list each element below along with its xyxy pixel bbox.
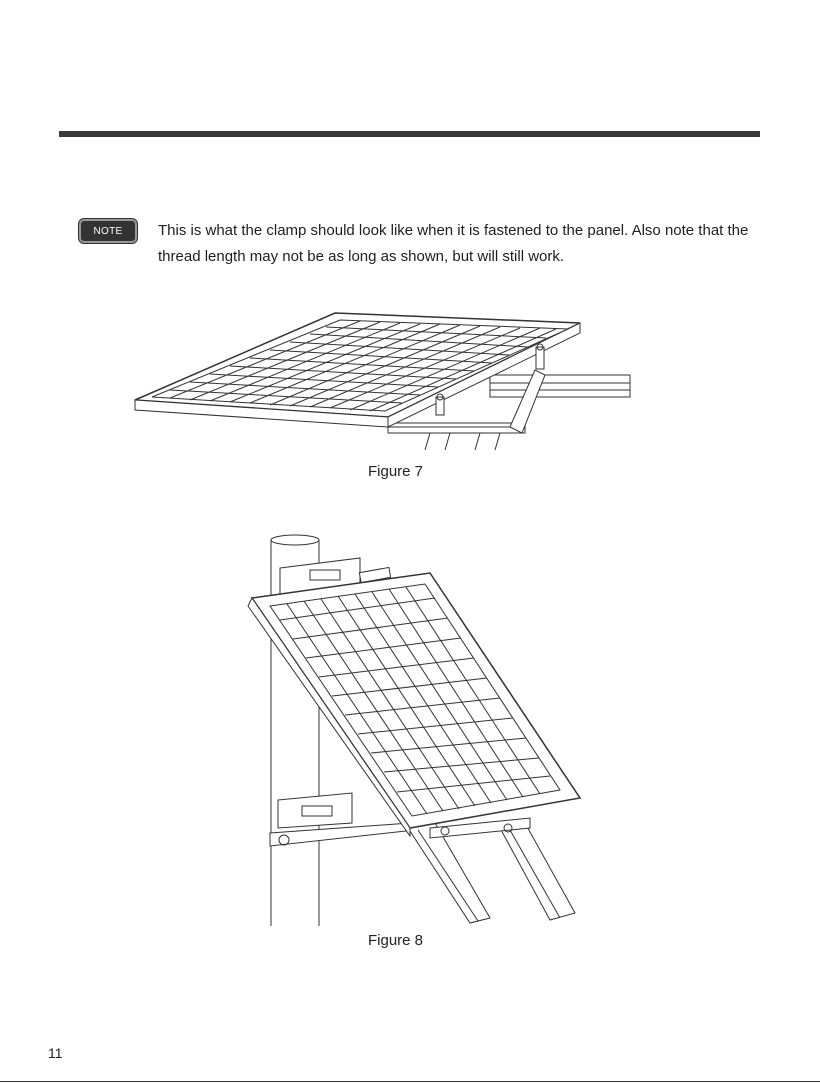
footer-rule bbox=[0, 1081, 820, 1082]
page-number: 11 bbox=[48, 1045, 63, 1061]
figure-7-illustration bbox=[130, 305, 650, 460]
figure-7-caption: Figure 7 bbox=[368, 463, 424, 480]
figure-8-illustration bbox=[240, 528, 590, 928]
note-text: This is what the clamp should look like when it is fastened to the panel. Also note that the thread length may not be as long as shown, but will still work. bbox=[158, 222, 749, 265]
figure-8-caption: Figure 8 bbox=[368, 932, 424, 949]
note-badge: NOTE bbox=[79, 219, 137, 243]
header-rule bbox=[59, 131, 760, 137]
